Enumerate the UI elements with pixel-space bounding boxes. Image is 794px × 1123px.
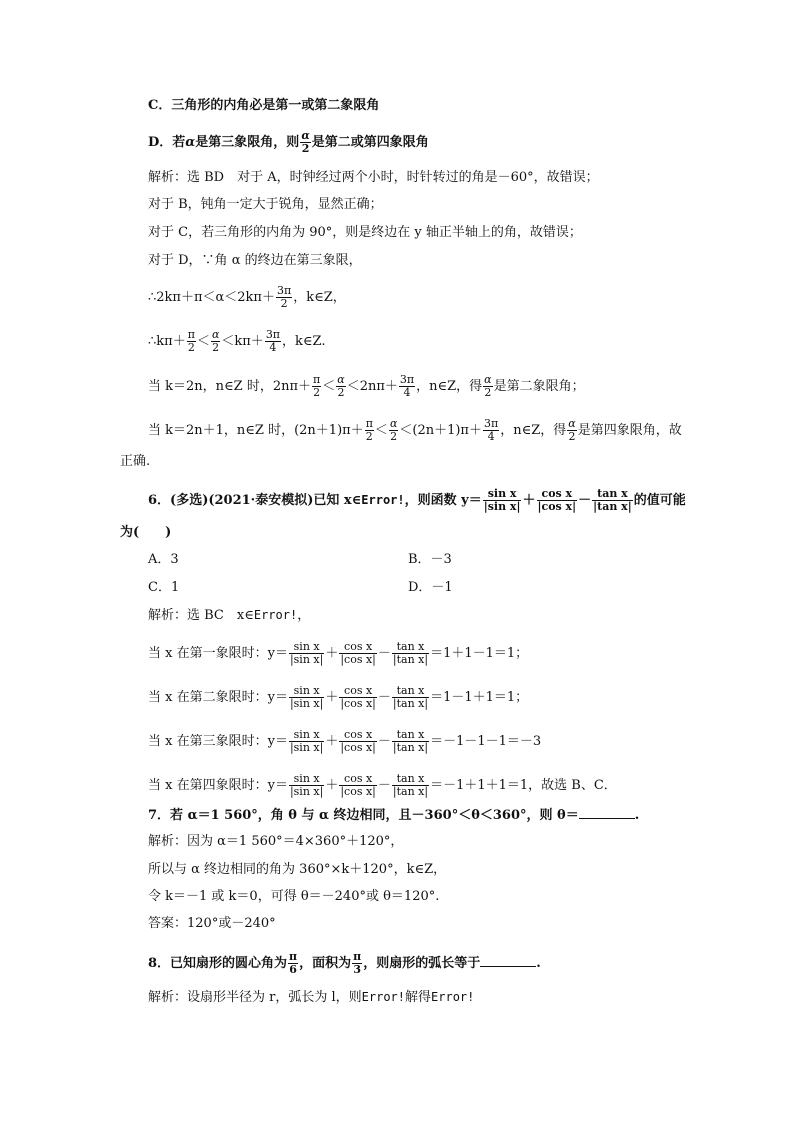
solution-6-quadrant-2: 当 x 在第二象限时：y＝ $\frac{\text{sin x}}{\text{|sin x|}}$ ＋ $\frac{\text{cos x}}{\text{|cos x|}}$ － $\frac{\text{tan x}}{\text{|tan x|}}$ ＝1－1＋1＝1； — [148, 684, 529, 710]
option-c: C．三角形的内角必是第一或第二象限角 — [148, 98, 380, 113]
solution-7-line-3: 令 k＝－1 或 k＝0，可得 θ＝－240°或 θ＝120°. — [148, 889, 440, 904]
question-6-option-c: C．1 — [148, 580, 180, 595]
answer-blank — [579, 806, 635, 819]
question-6-option-a: A．3 — [148, 552, 179, 567]
solution-5-line-4: 对于 D，∵角 α 的终边在第三象限， — [148, 253, 362, 268]
answer-7: 答案：120°或－240° — [148, 916, 276, 931]
solution-5-line-2: 对于 B，钝角一定大于锐角，显然正确； — [148, 197, 383, 212]
question-6: 6．(多选)(2021·泰安模拟)已知 x∈Error!，则函数 y＝ $\frac{\text{sin x}}{\text{|sin x|}}$ ＋ $\frac{\text{cos x}}{\text{|cos x|}}$ － $\frac{\text{tan x}}{\text{|tan x|}}$ 的值可能 — [148, 487, 686, 513]
question-8: 8．已知扇形的圆心角为 $\frac{\pi}{6}$ ，面积为 $\frac{\pi}{3}$ ，则扇形的弧长等于 . — [148, 950, 541, 976]
question-6-line-2: 为( ) — [120, 525, 172, 540]
solution-7-line-2: 所以与 α 终边相同的角为 360°×k＋120°，k∈Z， — [148, 862, 447, 877]
answer-blank — [480, 954, 536, 967]
question-6-option-d: D．－1 — [408, 580, 453, 595]
fraction-alpha-over-2: $\frac{\alpha}{2}$ — [301, 129, 310, 155]
question-7: 7．若 α＝1 560°，角 θ 与 α 终边相同，且－360°＜θ＜360°，则 θ＝ . — [148, 808, 640, 823]
option-d: D．若α是第三象限角，则 $\frac{\alpha}{2}$ 是第二或第四象限角 — [148, 129, 429, 155]
solution-6-quadrant-1: 当 x 在第一象限时：y＝ $\frac{\text{sin x}}{\text{|sin x|}}$ ＋ $\frac{\text{cos x}}{\text{|cos x|}}$ － $\frac{\text{tan x}}{\text{|tan x|}}$ ＝1＋1－1＝1； — [148, 640, 529, 666]
solution-5-inequality-2: ∴kπ＋ $\frac{\pi}{2}$ ＜ $\frac{\alpha}{2}$ ＜kπ＋ $\frac{3\pi}{4}$ ，k∈Z. — [148, 328, 326, 354]
solution-6-quadrant-4: 当 x 在第四象限时：y＝ $\frac{\text{sin x}}{\text{|sin x|}}$ ＋ $\frac{\text{cos x}}{\text{|cos x|}}$ － $\frac{\text{tan x}}{\text{|tan x|}}$ ＝－1＋1＋1＝1，故选 B、C． — [148, 772, 617, 798]
solution-5-inequality-1: ∴2kπ＋π＜α＜2kπ＋ $\frac{3\pi}{2}$ ，k∈Z， — [148, 284, 346, 310]
solution-6-quadrant-3: 当 x 在第三象限时：y＝ $\frac{\text{sin x}}{\text{|sin x|}}$ ＋ $\frac{\text{cos x}}{\text{|cos x|}}$ － $\frac{\text{tan x}}{\text{|tan x|}}$ ＝－1－1－1＝－3 — [148, 728, 542, 754]
solution-5-case-odd: 当 k＝2n＋1，n∈Z 时，(2n＋1)π＋ $\frac{\pi}{2}$ ＜ $\frac{\alpha}{2}$ ＜(2n＋1)π＋ $\frac{3\pi}{4}$ ，n∈Z，得 $\frac{\alpha}{2}$ 是第四象限角，故 — [148, 417, 682, 443]
solution-5-line-1: 解析：选 BD 对于 A，时钟经过两个小时，时针转过的角是－60°，故错误； — [148, 170, 599, 185]
solution-8-line-1: 解析：设扇形半径为 r，弧长为 l，则Error!解得Error! — [148, 990, 475, 1005]
solution-5-case-even: 当 k＝2n，n∈Z 时，2nπ＋ $\frac{\pi}{2}$ ＜ $\frac{\alpha}{2}$ ＜2nπ＋ $\frac{3\pi}{4}$ ，n∈Z，得 $\frac{\alpha}{2}$ 是第二象限角； — [148, 373, 585, 399]
question-6-option-b: B．－3 — [408, 552, 452, 567]
solution-6-line-1: 解析：选 BC x∈Error!， — [148, 608, 311, 623]
solution-5-line-3: 对于 C，若三角形的内角为 90°，则是终边在 y 轴正半轴上的角，故错误； — [148, 225, 582, 240]
solution-5-line-end: 正确. — [120, 454, 151, 469]
solution-7-line-1: 解析：因为 α＝1 560°＝4×360°＋120°， — [148, 834, 404, 849]
